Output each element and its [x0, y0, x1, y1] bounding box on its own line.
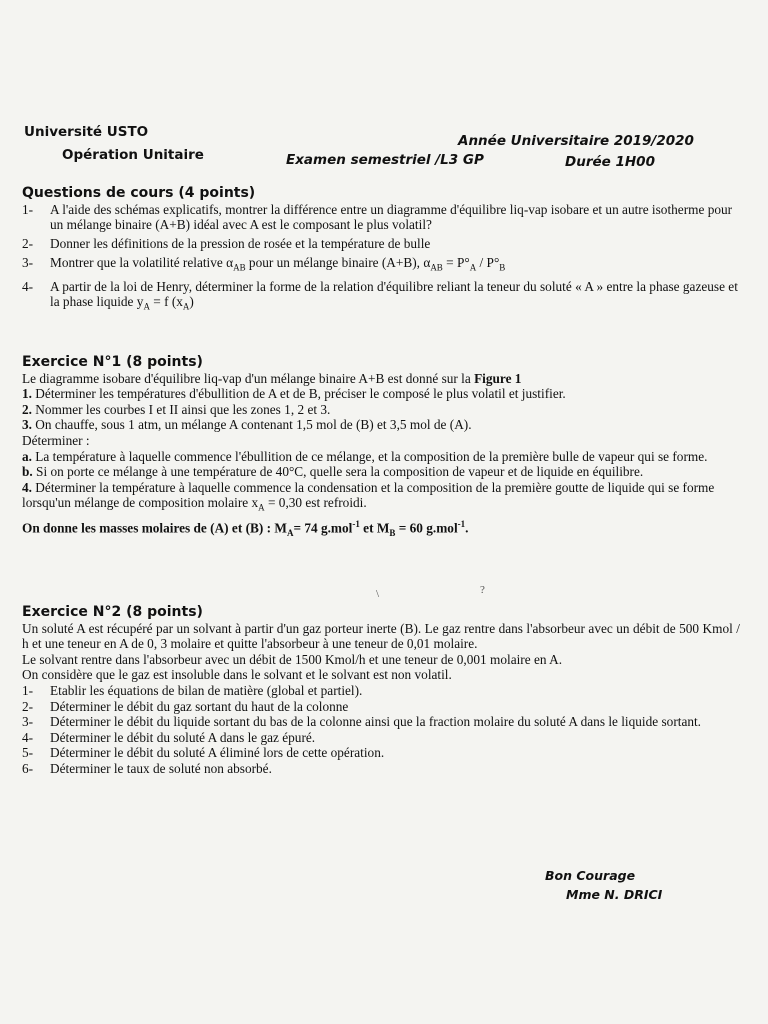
course-question-1: [22, 202, 740, 233]
exercise1-question-1: 1. Déterminer les températures d'ébullition de A et de B, préciser le composé le plus volatil et justifier.: [22, 386, 566, 402]
course-question-4: [22, 279, 740, 316]
academic-year: Année Universitaire 2019/2020: [458, 133, 694, 149]
exercise2-question-1: 1- Etablir les équations de bilan de matière (global et partiel).: [22, 682, 363, 698]
exercise1-question-3: 3. On chauffe, sous 1 atm, un mélange A contenant 1,5 mol de (B) et 3,5 mol de (A).: [22, 417, 472, 433]
course-question-3: [22, 255, 740, 276]
exercise2-question-2: 2- Déterminer le débit du gaz sortant du haut de la colonne: [22, 698, 349, 714]
exercise2-question-3: 3- Déterminer le débit du liquide sortant du bas de la colonne ainsi que la fraction molaire du soluté A dans le liquide sortant.: [22, 714, 702, 730]
question-text: A l'aide des schémas explicatifs, montrer la différence entre un diagramme d'équilibre liq-vap isobare et un autre isotherme pour un mélange binaire (A+B) idéal avec A est le composant le plus volatil?: [50, 201, 733, 233]
exercise2-paragraph-2: Le solvant rentre dans l'absorbeur avec un débit de 1500 Kmol/h et une teneur de 0,001 molaire en A.: [22, 651, 563, 667]
exercise1-section: [22, 355, 740, 541]
question-text: Montrer que la volatilité relative $\alpha_{AB}$ pour un mélange binaire (A+B), $\alpha_{AB} = P^\circ_A / P^\circ_B$: [50, 255, 506, 274]
course-question-2: [22, 236, 740, 252]
question-text: Donner les définitions de la pression de rosée et la température de bulle: [50, 235, 431, 251]
exercise2-question-6: 6- Déterminer le taux de soluté non absorbé.: [22, 760, 272, 776]
exercise2-question-4: 4- Déterminer le débit du soluté A dans le gaz épuré.: [22, 729, 316, 745]
exam-title: Examen semestriel /L3 GP: [286, 152, 484, 168]
exercise2-paragraph-1: Un soluté A est récupéré par un solvant à partir d'un gaz porteur inerte (B). Le gaz rentre dans l'absorbeur avec un débit de 500 Kmol / h et une teneur en A de 0, 3 molaire et quitte l'absorbeur à une teneur de 0,01 molaire.: [22, 620, 740, 652]
module-name: Opération Unitaire: [62, 147, 204, 163]
exercise1-question-a: a. La température à laquelle commence l'ébullition de ce mélange, et la composition de la première bulle de vapeur qui se forme.: [22, 448, 708, 464]
exercise2-title: Exercice N°2 (8 points): [22, 604, 203, 620]
question-number: 3-: [22, 255, 34, 271]
question-text: A partir de la loi de Henry, déterminer la forme de la relation d'équilibre reliant la teneur du soluté « A » entre la phase gazeuse et la phase liquide $y_A = f$ $(x_A)$: [50, 278, 738, 312]
exercise1-question-2: 2. Nommer les courbes I et II ainsi que les zones 1, 2 et 3.: [22, 401, 331, 417]
exercise2-paragraph-3: On considère que le gaz est insoluble dans le solvant et le solvant est non volatil.: [22, 667, 452, 683]
exercise2-section: [22, 605, 740, 777]
exercise1-molar-masses: On donne les masses molaires de (A) et (B) : $M_A= 74$ g.mol$^{-1}$ et $M_B = 60$ g.mol$^{-1}$.: [22, 518, 469, 538]
exercise1-intro: Le diagramme isobare d'équilibre liq-vap d'un mélange binaire A+B est donné sur la Figure 1: [22, 370, 522, 386]
closing-message: Bon Courage: [545, 868, 636, 883]
question-number: 2-: [22, 235, 34, 251]
course-questions-section: [22, 186, 740, 315]
exercise1-question-4: 4. Déterminer la température à laquelle commence la condensation et la composition de la première goutte de liquide qui se forme lorsqu'un mélange de composition molaire $x_A = 0,30$ est refroidi.: [22, 479, 715, 513]
teacher-name: Mme N. DRICI: [566, 887, 663, 902]
stray-mark: \: [376, 588, 380, 600]
course-questions-title: Questions de cours (4 points): [22, 185, 256, 201]
stray-mark: ?: [480, 584, 485, 596]
exercise1-question-b: b. Si on porte ce mélange à une température de 40°C, quelle sera la composition de vapeur et de liquide en équilibre.: [22, 464, 644, 480]
exercise1-determine: Déterminer :: [22, 432, 90, 448]
question-number: 1-: [22, 201, 34, 217]
question-number: 4-: [22, 278, 34, 294]
university-name: Université USTO: [24, 124, 149, 140]
exam-duration: Durée 1H00: [565, 154, 655, 170]
exercise1-title: Exercice N°1 (8 points): [22, 354, 203, 370]
exercise2-question-5: 5- Déterminer le débit du soluté A éliminé lors de cette opération.: [22, 745, 385, 761]
